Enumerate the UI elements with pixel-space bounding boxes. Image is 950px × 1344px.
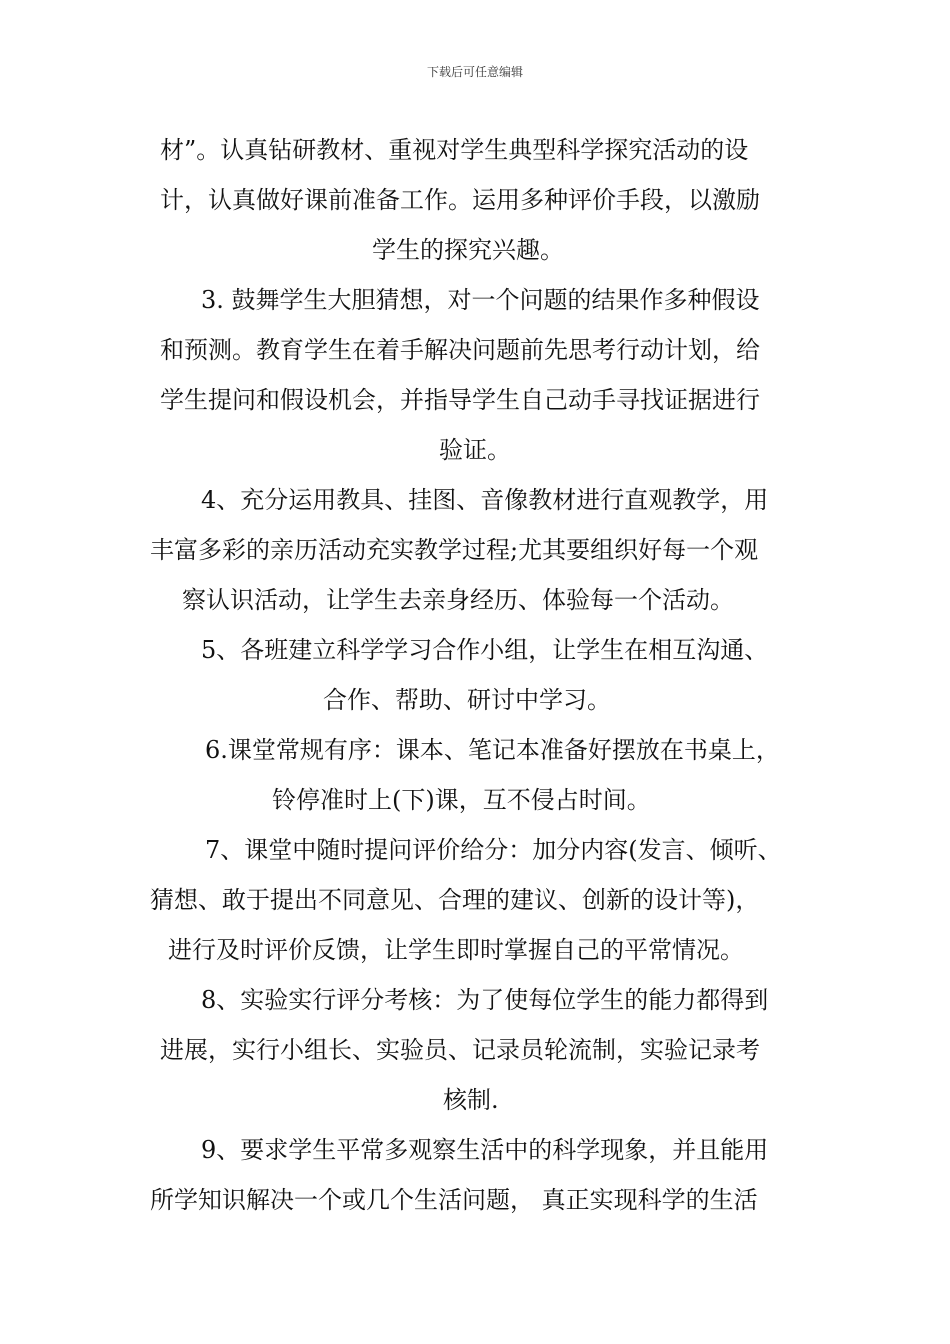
body-line: 学生的探究兴趣。	[372, 236, 564, 264]
body-line: 7、课堂中随时提问评价给分：加分内容(发言、倾听、	[205, 836, 782, 864]
body-line: 验证。	[439, 436, 511, 464]
body-line: 进行及时评价反馈，让学生即时掌握自己的平常情况。	[168, 936, 744, 964]
body-line: 计，认真做好课前准备工作。运用多种评价手段，以激励	[160, 186, 760, 214]
body-line: 核制.	[443, 1086, 499, 1114]
body-line: 8、实验实行评分考核：为了使每位学生的能力都得到	[201, 986, 769, 1014]
body-line: 学生提问和假设机会，并指导学生自己动手寻找证据进行	[160, 386, 760, 414]
page-header: 下载后可任意编辑	[426, 65, 523, 79]
body-line: 丰富多彩的亲历活动充实教学过程;尤其要组织好每一个观	[150, 536, 759, 564]
body-line: 材”。认真钻研教材、重视对学生典型科学探究活动的设	[160, 136, 749, 164]
body-line: 所学知识解决一个或几个生活问题， 真正实现科学的生活	[150, 1186, 758, 1214]
body-line: 4、充分运用教具、挂图、音像教材进行直观教学，用	[201, 486, 769, 514]
body-line: 6.课堂常规有序：课本、笔记本准备好摆放在书桌上，	[205, 736, 780, 764]
body-line: 3. 鼓舞学生大胆猜想，对一个问题的结果作多种假设	[201, 286, 760, 314]
body-line: 5、各班建立科学学习合作小组，让学生在相互沟通、	[201, 636, 769, 664]
body-line: 进展，实行小组长、实验员、记录员轮流制，实验记录考	[160, 1036, 760, 1064]
body-line: 铃停准时上(下)课，互不侵占时间。	[272, 786, 651, 814]
body-line: 合作、帮助、研讨中学习。	[323, 686, 611, 714]
body-line: 9、要求学生平常多观察生活中的科学现象，并且能用	[201, 1136, 769, 1164]
body-line: 猜想、敢于提出不同意见、合理的建议、创新的设计等)，	[150, 886, 760, 914]
body-line: 和预测。教育学生在着手解决问题前先思考行动计划，给	[160, 336, 760, 364]
body-line: 察认识活动，让学生去亲身经历、体验每一个活动。	[182, 586, 734, 614]
